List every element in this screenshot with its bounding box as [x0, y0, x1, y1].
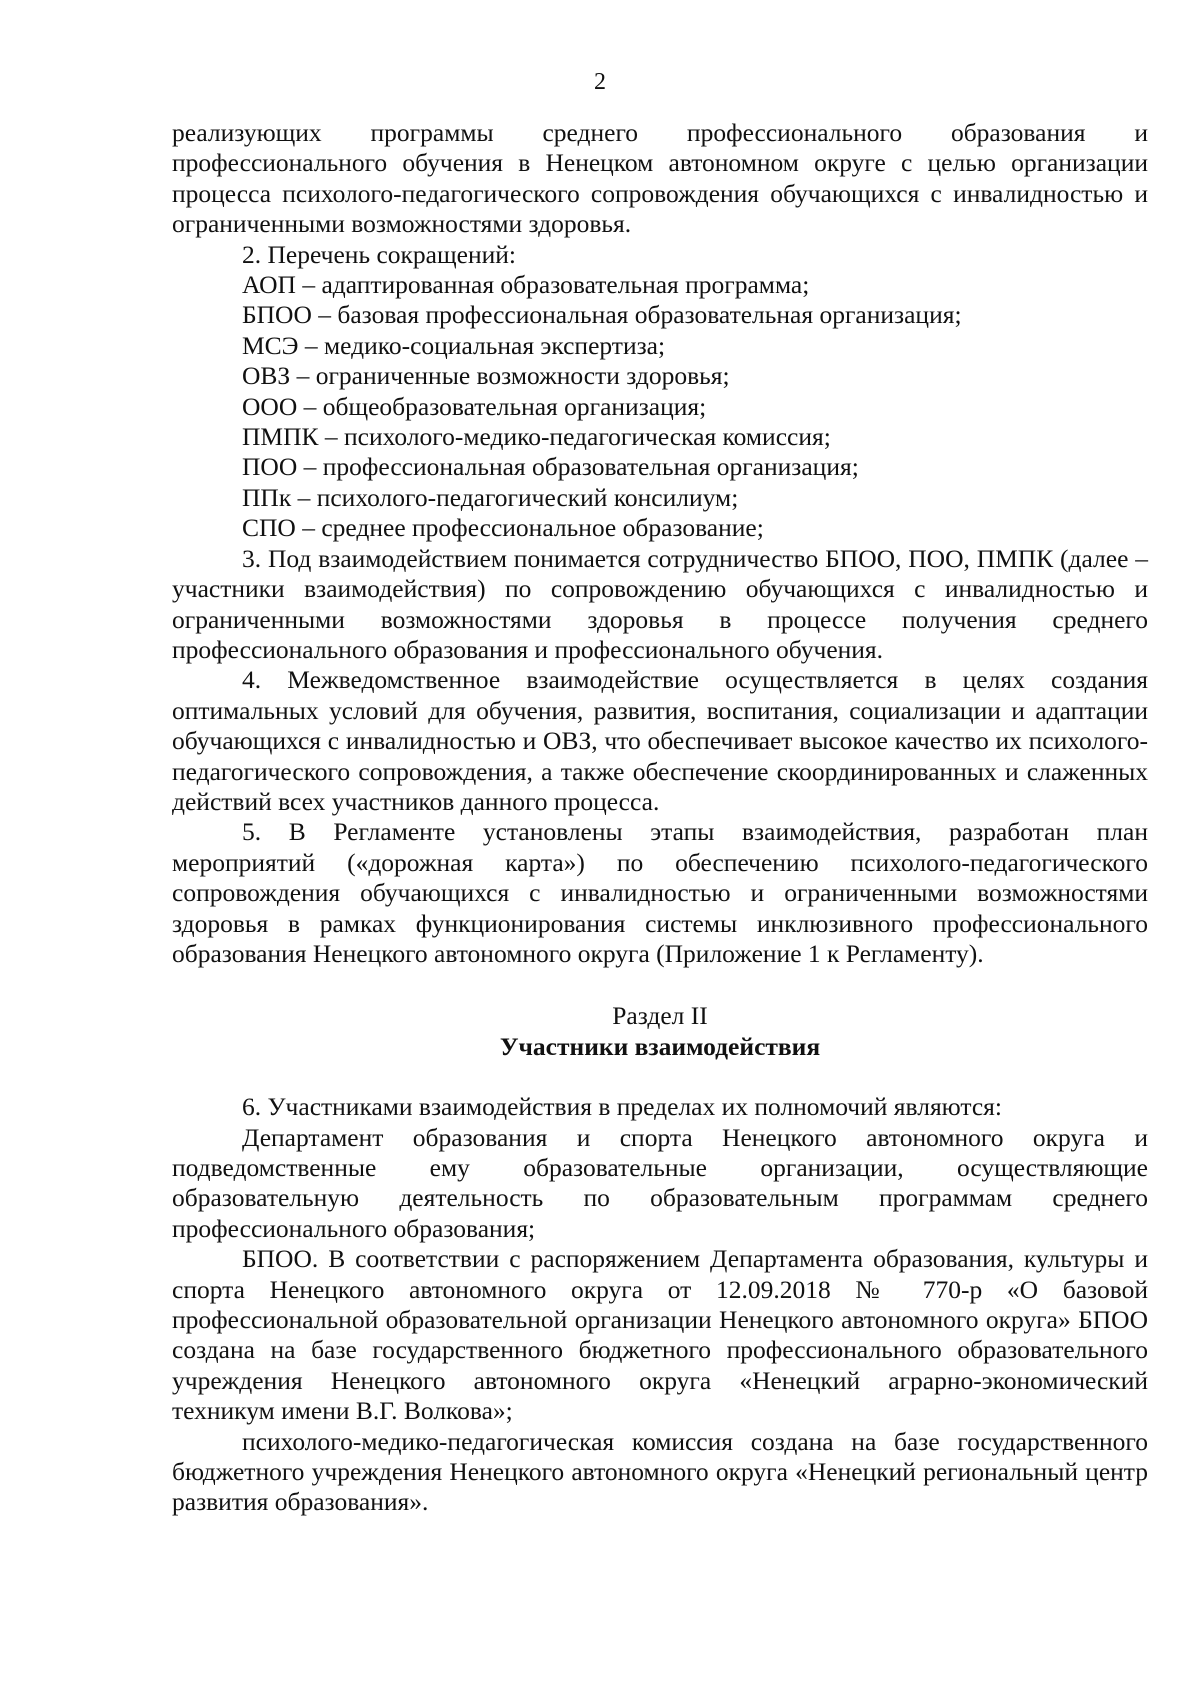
page-number: 2 [594, 69, 606, 95]
abbreviation-item: ООО – общеобразовательная организация; [242, 391, 707, 421]
abbreviation-item: ППк – психолого-педагогический консилиум; [242, 482, 739, 512]
abbreviation-item: ПОО – профессиональная образовательная организация; [242, 452, 859, 482]
abbreviation-item: ОВЗ – ограниченные возможности здоровья; [242, 361, 730, 391]
section-title: Участники взаимодействия [499, 1031, 821, 1061]
paragraph-6c: психолого-медико-педагогическая комиссия создана на базе государственного бюджетного учреждения Ненецкого автономного округа «Ненецкий региональный центр развития образования». [172, 1426, 1148, 1517]
paragraph-5: 5. В Регламенте установлены этапы взаимодействия, разработан план мероприятий («дорожная карта») по обеспечению психолого-педагогического сопровождения обучающихся с инвалидностью и ограниченными возможностями здоровья в рамках функционирования системы инклюзивного профессионального образования Ненецкого автономного округа (Приложение 1 к Регламенту). [172, 817, 1148, 968]
abbreviation-item: БПОО – базовая профессиональная образовательная организация; [242, 300, 962, 330]
paragraph-6a: Департамент образования и спорта Ненецкого автономного округа и подведомственные ему образовательные организации, осуществляющие образовательную деятельность по образовательным программам среднего профессионального образования; [172, 1122, 1148, 1243]
abbreviation-item: АОП – адаптированная образовательная программа; [242, 270, 810, 300]
paragraph-3: 3. Под взаимодействием понимается сотрудничество БПОО, ПОО, ПМПК (далее – участники взаимодействия) по сопровождению обучающихся с инвалидностью и ограниченными возможностями здоровья в процессе получения среднего профессионального образования и профессионального обучения. [172, 543, 1148, 664]
section-heading [172, 1001, 1148, 1062]
paragraph-continuation: реализующих программы среднего профессионального образования и профессионального обучения в Ненецком автономном округе с целью организации процесса психолого-педагогического сопровождения обучающихся с инвалидностью и ограниченными возможностями здоровья. [172, 118, 1148, 239]
abbreviation-item: СПО – среднее профессиональное образование; [242, 513, 764, 543]
abbreviation-item: ПМПК – психолого-медико-педагогическая комиссия; [242, 422, 831, 452]
document-body [172, 118, 1148, 1518]
paragraph-6: 6. Участниками взаимодействия в пределах их полномочий являются: [242, 1092, 1002, 1122]
paragraph-4: 4. Межведомственное взаимодействие осуществляется в целях создания оптимальных условий для обучения, развития, воспитания, социализации и адаптации обучающихся с инвалидностью и ОВЗ, что обеспечивает высокое качество их психолого-педагогического сопровождения, а также обеспечение скоординированных и слаженных действий всех участников данного процесса. [172, 665, 1148, 816]
abbreviation-item: МСЭ – медико-социальная экспертиза; [242, 330, 666, 360]
abbreviation-list [172, 270, 1148, 544]
paragraph-6b: БПОО. В соответствии с распоряжением Департамента образования, культуры и спорта Ненецкого автономного округа от 12.09.2018 № 770-р «О базовой профессиональной образовательной организации Ненецкого автономного округа» БПОО создана на базе государственного бюджетного профессионального образовательного учреждения Ненецкого автономного округа «Ненецкий аграрно-экономический техникум имени В.Г. Волкова»; [172, 1244, 1148, 1426]
section-number: Раздел II [612, 1001, 708, 1031]
paragraph-2: 2. Перечень сокращений: [242, 239, 516, 269]
